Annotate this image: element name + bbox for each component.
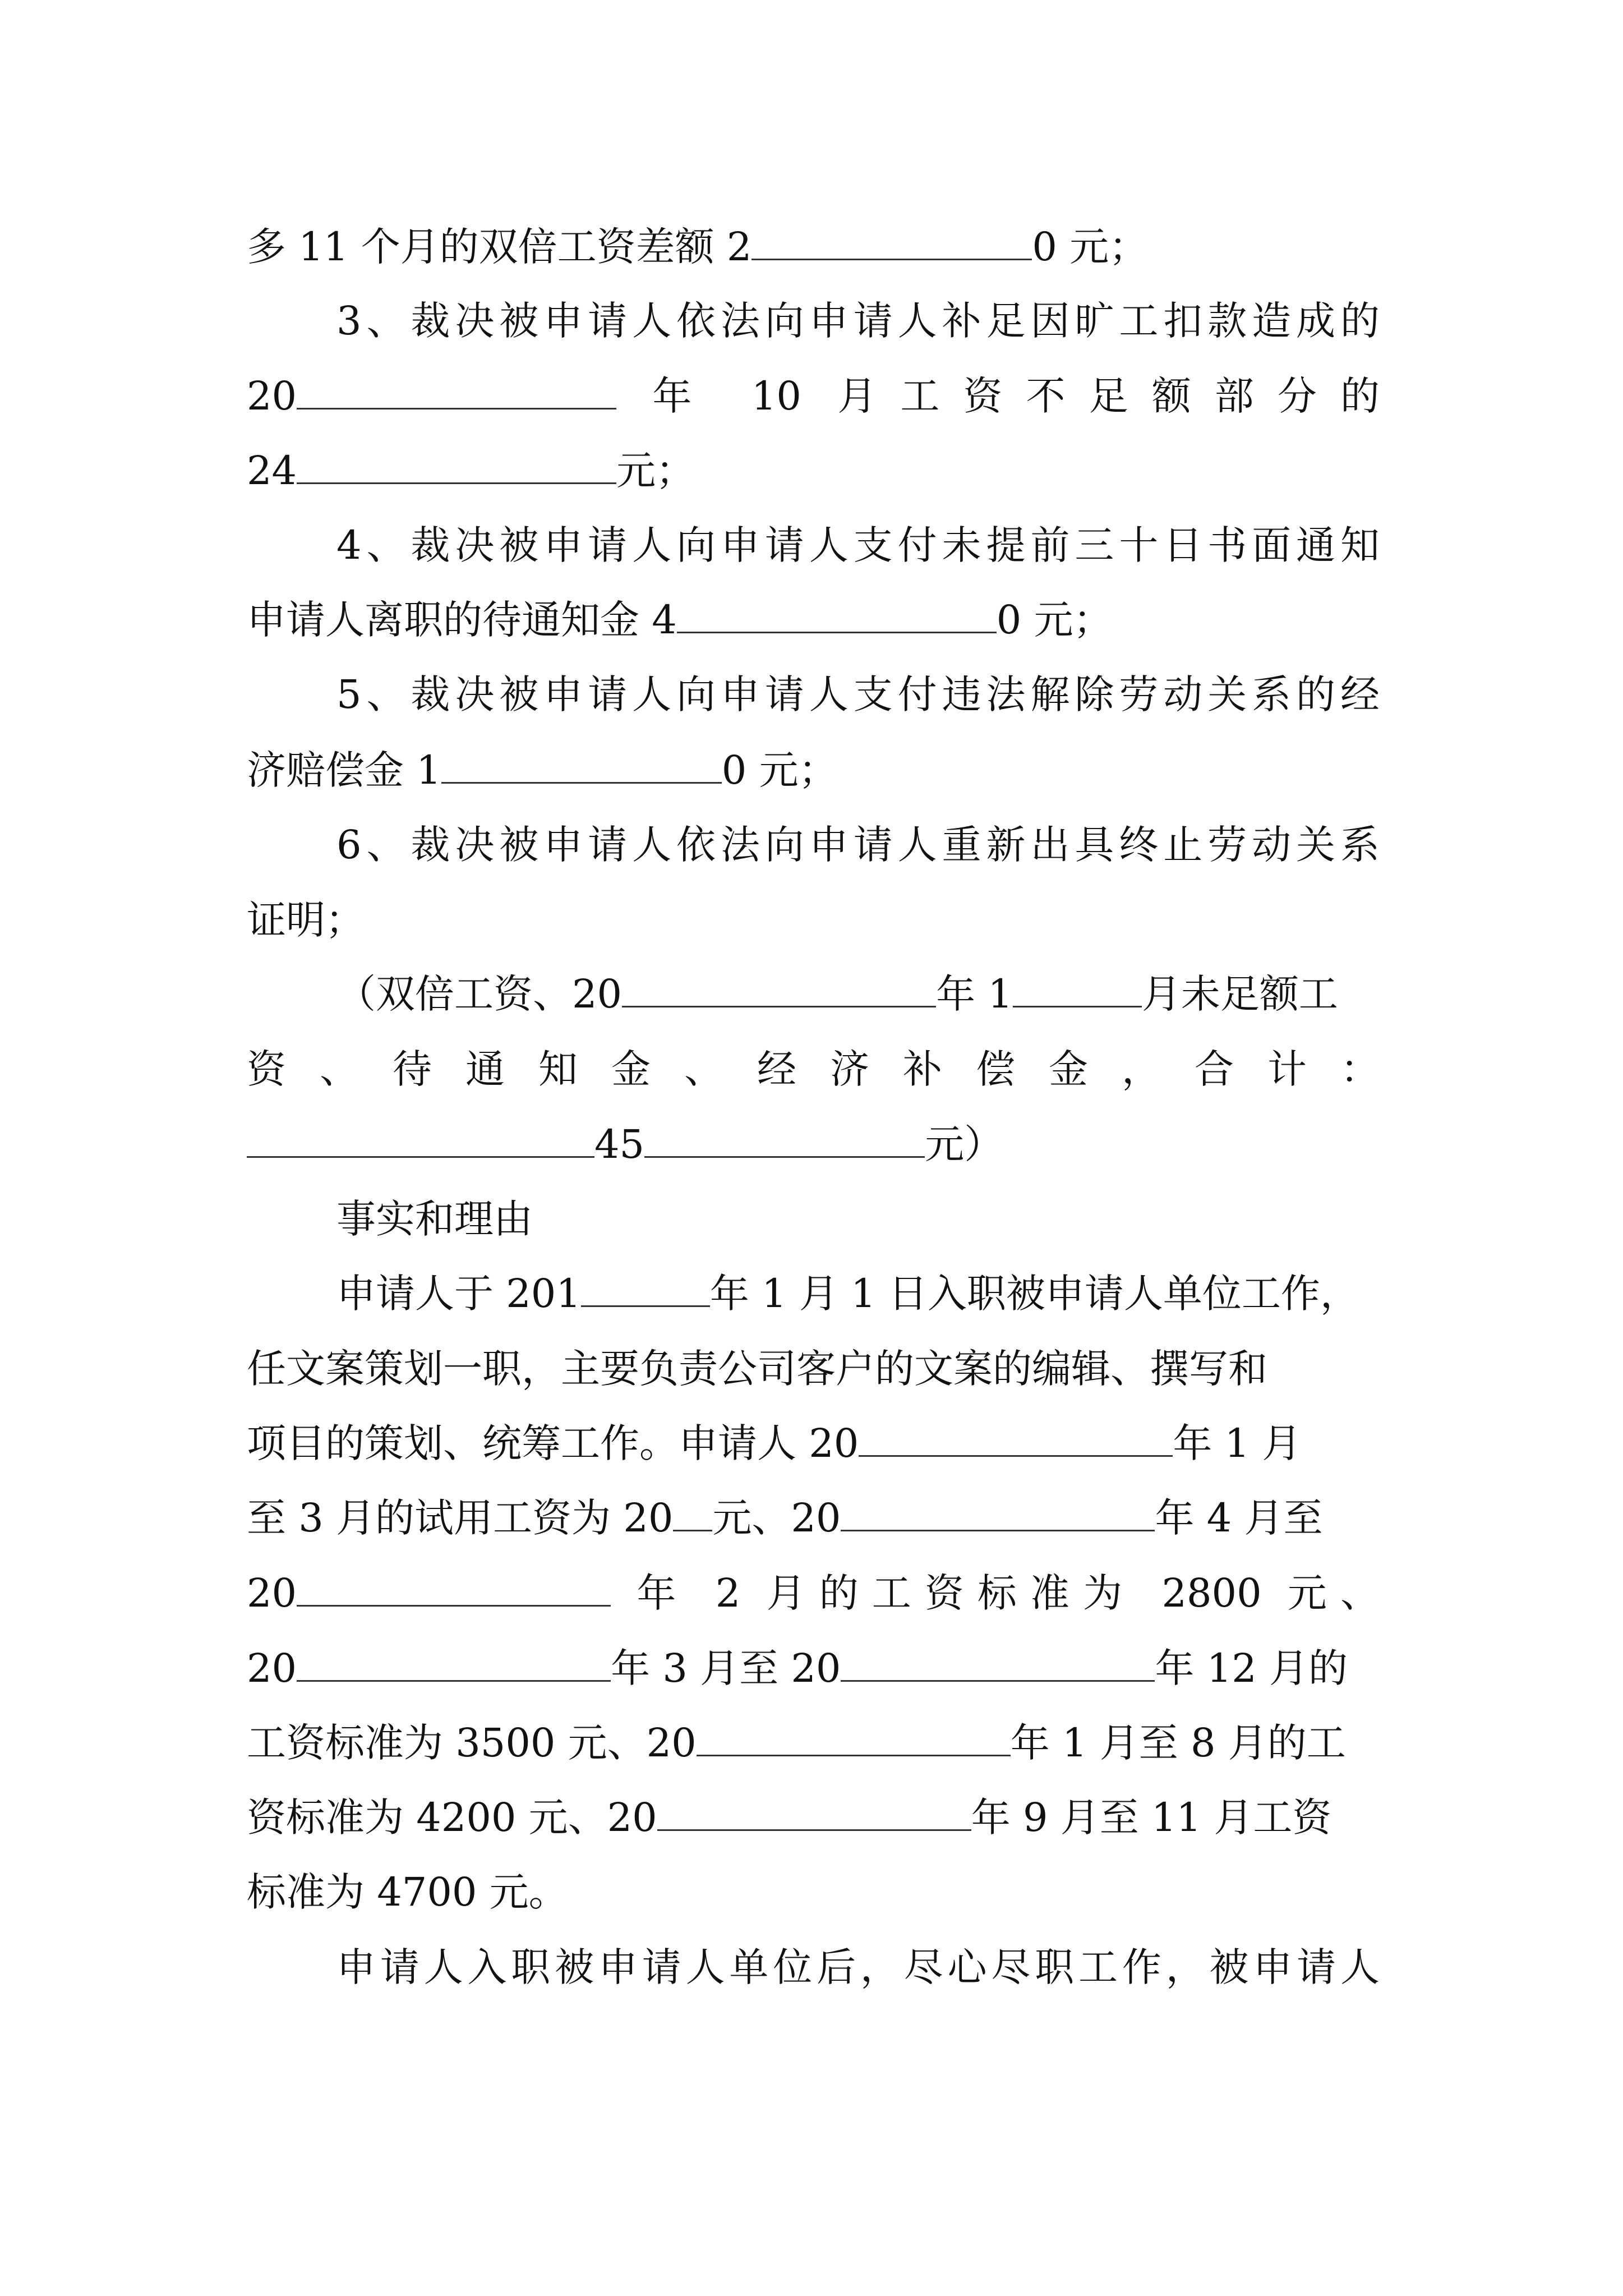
doc-line [247, 437, 1380, 504]
text-span: 资标准为 4200 元、20 [247, 1795, 657, 1841]
text-span: 事实和理由 [336, 1196, 533, 1242]
text-span: 0 元； [1032, 224, 1149, 270]
doc-line [247, 1111, 1380, 1178]
text-span: 4、裁决被申请人向申请人支付未提前三十日书面通知 [336, 522, 1380, 568]
text-span: 多 11 个月的双倍工资差额 2 [247, 224, 752, 270]
doc-line [247, 1410, 1380, 1477]
text-span: 年 4 月至 [1155, 1495, 1323, 1541]
text-span: 5、裁决被申请人向申请人支付违法解除劳动关系的经 [336, 671, 1380, 717]
text-span: 标准为 4700 元。 [247, 1869, 568, 1915]
claim-item-3 [336, 287, 1380, 355]
text-span: 年 3 月至 20 [611, 1645, 841, 1691]
fill-blank [697, 1718, 1011, 1756]
text-span: 任文案策划一职，主要负责公司客户的文案的编辑、撰写和 [247, 1346, 1267, 1392]
text-span: 年 1 [936, 971, 1013, 1017]
doc-line [247, 1635, 1380, 1702]
fill-blank [581, 1268, 710, 1307]
doc-line [247, 1559, 1380, 1627]
fill-blank [622, 969, 936, 1007]
fill-blank [297, 371, 616, 409]
text-span: 年 1 月至 8 月的工 [1010, 1720, 1346, 1766]
total-note [336, 960, 1380, 1028]
text-span: 年 1 月 [1173, 1420, 1302, 1466]
text-span: 申请人于 201 [336, 1271, 581, 1317]
doc-line [247, 362, 1380, 430]
text-span: 24 [247, 448, 297, 494]
fill-blank [644, 1119, 925, 1158]
text-span: 0 元； [721, 747, 838, 793]
text-span: （双倍工资、20 [336, 971, 623, 1017]
fill-blank [657, 1792, 971, 1831]
doc-line [247, 586, 1380, 654]
text-span: 元； [616, 448, 695, 494]
fill-blank [841, 1493, 1155, 1531]
text-span: 申请人离职的待通知金 4 [247, 597, 677, 643]
text-span: 项目的策划、统筹工作。申请人 20 [247, 1420, 859, 1466]
text-span: 年 9 月至 11 月工资 [971, 1795, 1332, 1841]
text-span: 证明； [247, 897, 365, 943]
fill-blank [677, 595, 997, 633]
doc-line [247, 1036, 1380, 1103]
doc-line [247, 1784, 1380, 1851]
claim-item-6 [336, 811, 1380, 878]
text-span: 月未足额工 [1141, 971, 1338, 1017]
text-span: 3、裁决被申请人依法向申请人补足因旷工扣款造成的 [336, 298, 1380, 344]
doc-line [247, 213, 1380, 280]
claim-item-5 [336, 661, 1380, 728]
text-span: 至 3 月的试用工资为 20 [247, 1495, 674, 1541]
fill-blank [297, 1643, 611, 1682]
facts-paragraph [336, 1260, 1380, 1327]
text-span: 济赔偿金 1 [247, 747, 441, 793]
section-heading [336, 1185, 1380, 1253]
text-span: 年 12 月的 [1155, 1645, 1348, 1691]
doc-line [247, 1335, 1380, 1402]
fill-blank [297, 445, 616, 484]
text-span: 申请人入职被申请人单位后，尽心尽职工作，被申请人 [336, 1944, 1380, 1990]
fill-blank [441, 745, 722, 784]
facts-paragraph-2 [336, 1934, 1380, 2001]
text-span: 工资标准为 3500 元、20 [247, 1720, 697, 1766]
fill-blank [859, 1418, 1173, 1457]
text-span: 20 [247, 373, 297, 419]
text-span: 0 元； [996, 597, 1113, 643]
text-span: 6、裁决被申请人依法向申请人重新出具终止劳动关系 [336, 822, 1380, 868]
doc-line [247, 737, 1380, 804]
doc-line [247, 1858, 1380, 1926]
doc-line [247, 1484, 1380, 1552]
text-span: 资、待通知金、经济补偿金，合计： [247, 1046, 1380, 1092]
text-span: 20 [247, 1645, 297, 1691]
fill-blank [1013, 969, 1142, 1007]
text-span: 年 2 月的工资标准为 2800 元、 [637, 1570, 1380, 1616]
fill-blank [247, 1119, 594, 1158]
text-span: 45 [594, 1121, 645, 1167]
doc-line [247, 1709, 1380, 1777]
text-span: 20 [247, 1570, 297, 1616]
doc-line [247, 886, 1380, 954]
fill-blank [297, 1568, 611, 1607]
text-span: 元） [925, 1121, 1004, 1167]
fill-blank [673, 1493, 712, 1531]
fill-blank [841, 1643, 1155, 1682]
text-span: 年 10 月工资不足额部分的 [652, 373, 1380, 419]
text-span: 元、20 [712, 1495, 841, 1541]
fill-blank [751, 222, 1032, 260]
claim-item-4 [336, 512, 1380, 579]
text-span: 年 1 月 1 日入职被申请人单位工作， [709, 1271, 1359, 1317]
